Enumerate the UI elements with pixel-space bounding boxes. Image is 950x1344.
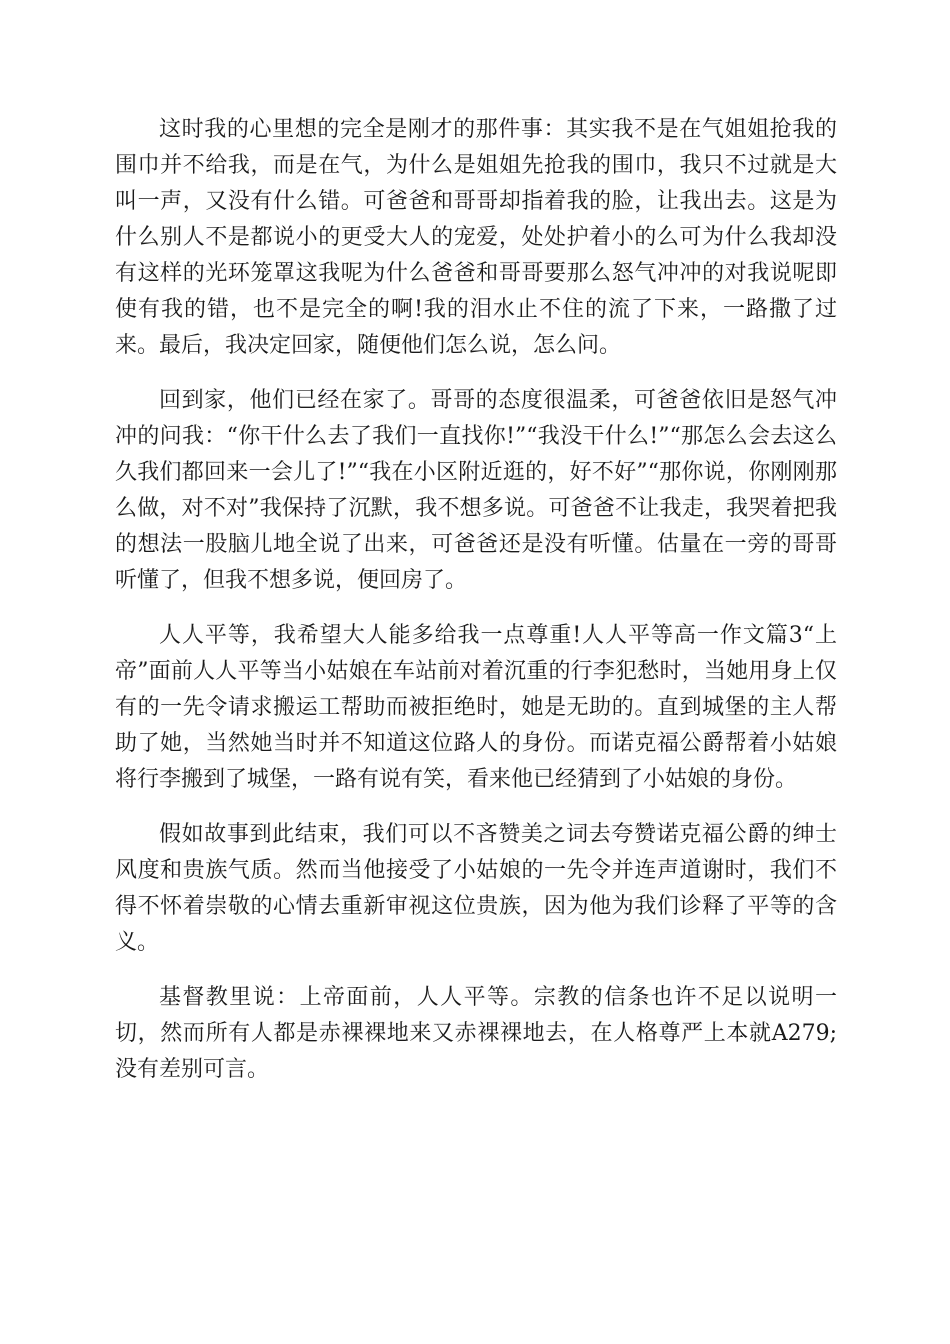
- paragraph-4: 假如故事到此结束，我们可以不吝赞美之词去夸赞诺克福公爵的绅士风度和贵族气质。然而当他接受了小姑娘的一先令并连声道谢时，我们不得不怀着崇敬的心情去重新审视这位贵族，因为他为我们诊释了平等的含义。: [115, 822, 837, 955]
- document-body: [115, 112, 837, 1107]
- paragraph-5: 基督教里说：上帝面前，人人平等。宗教的信条也许不足以说明一切，然而所有人都是赤裸裸地来又赤裸裸地去，在人格尊严上本就A279;没有差别可言。: [115, 985, 837, 1082]
- paragraph-2: 回到家，他们已经在家了。哥哥的态度很温柔，可爸爸依旧是怒气冲冲的问我：“你干什么去了我们一直找你!”“我没干什么!”“那怎么会去这么久我们都回来一会儿了!”“我在小区附近逛的，好不好”“那你说，你刚刚那么做，对不对”我保持了沉默，我不想多说。可爸爸不让我走，我哭着把我的想法一股脑儿地全说了出来，可爸爸还是没有听懂。估量在一旁的哥哥听懂了，但我不想多说，便回房了。: [115, 388, 837, 593]
- paragraph-3: 人人平等，我希望大人能多给我一点尊重!人人平等高一作文篇3“上帝”面前人人平等当小姑娘在车站前对着沉重的行李犯愁时，当她用身上仅有的一先令请求搬运工帮助而被拒绝时，她是无助的。直到城堡的主人帮助了她，当然她当时并不知道这位路人的身份。而诺克福公爵帮着小姑娘将行李搬到了城堡，一路有说有笑，看来他已经猜到了小姑娘的身份。: [115, 623, 837, 792]
- paragraph-1: 这时我的心里想的完全是刚才的那件事：其实我不是在气姐姐抢我的围巾并不给我，而是在气，为什么是姐姐先抢我的围巾，我只不过就是大叫一声，又没有什么错。可爸爸和哥哥却指着我的脸，让我出去。这是为什么别人不是都说小的更受大人的宠爱，处处护着小的么可为什么我却没有这样的光环笼罩这我呢为什么爸爸和哥哥要那么怒气冲冲的对我说呢即使有我的错，也不是完全的啊!我的泪水止不住的流了下来，一路撒了过来。最后，我决定回家，随便他们怎么说，怎么问。: [115, 117, 837, 358]
